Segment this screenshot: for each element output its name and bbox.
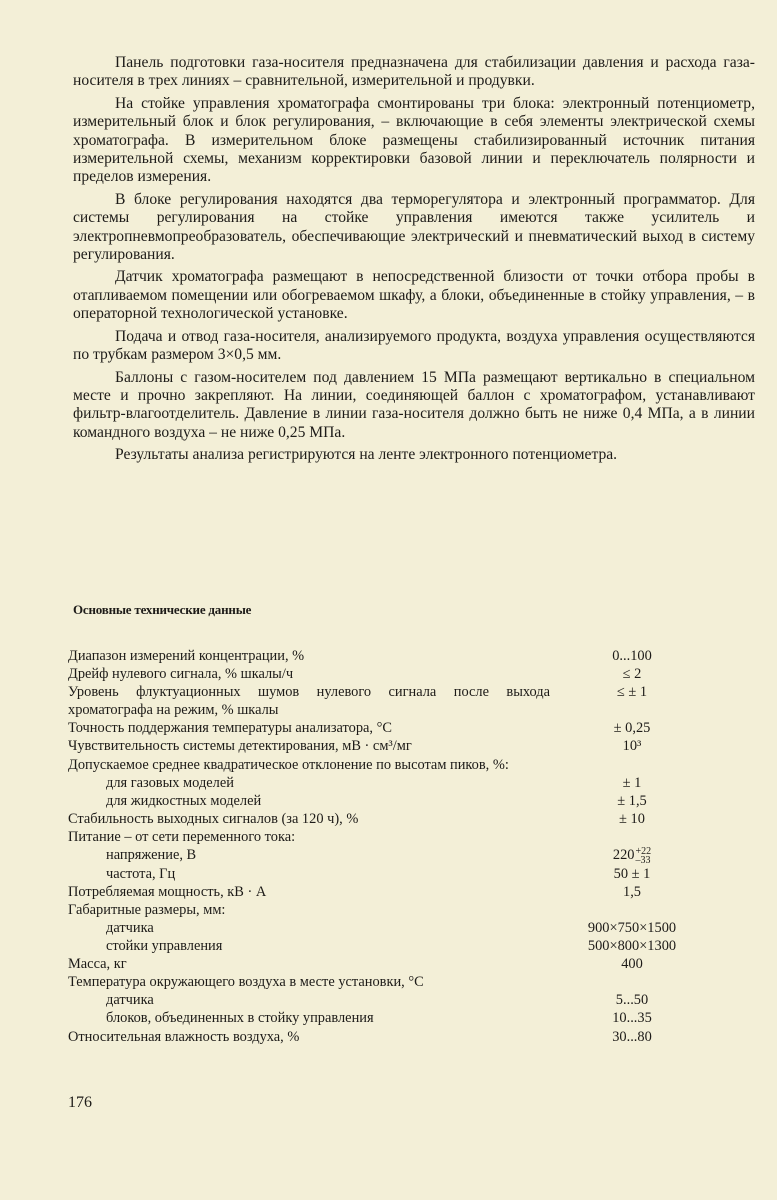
spec-label: для газовых моделей	[106, 774, 234, 791]
spec-value: ≤ ± 1	[616, 684, 648, 701]
voltage-nominal: 220	[612, 847, 635, 864]
spec-label: Дрейф нулевого сигнала, % шкалы/ч	[68, 666, 294, 683]
paragraph: Баллоны с газом-носителем под давлением 15 МПа размещают вертикально в специальном месте и прочно закрепляют. На линии, соединяющей баллон с хроматографом, устанавливают фильтр-влагоотделитель. Давление в линии газа-носителя должно быть не ниже 0,4 МПа, а в линии командного воздуха – не ниже 0,25 МПа.	[73, 368, 755, 441]
spec-label: датчика	[106, 920, 154, 936]
spec-label: Диапазон измерений концентрации, %	[68, 648, 305, 664]
spec-row	[68, 810, 708, 828]
paragraph: Результаты анализа регистрируются на ленте электронного потенциометра.	[115, 446, 618, 464]
spec-row	[68, 683, 708, 719]
spec-value	[550, 846, 708, 865]
spec-row	[68, 901, 708, 919]
paragraph: На стойке управления хроматографа смонтированы три блока: электронный потенциометр, измерительный блок и блок регулирования, – включающие в себя элементы электрической схемы хроматографа. В измерительном блоке размещены стабилизированный источник питания измерительной схемы, механизм корректировки базовой линии и переключатель полярности и пределов измерения.	[73, 94, 755, 186]
spec-row	[68, 792, 708, 810]
spec-value: 30...80	[612, 1028, 652, 1045]
spec-row	[68, 1028, 708, 1046]
spec-label: блоков, объединенных в стойку управления	[106, 1010, 374, 1027]
spec-row	[68, 846, 708, 865]
spec-label: Уровень флуктуационных шумов нулевого сигнала после выхода хроматографа на режим, % шкалы	[68, 684, 550, 719]
spec-row	[68, 883, 708, 901]
spec-row	[68, 973, 708, 991]
spec-value: 400	[621, 956, 643, 973]
spec-row	[68, 865, 708, 883]
spec-label: стойки управления	[106, 938, 223, 955]
spec-label: для жидкостных моделей	[106, 792, 262, 809]
body-text	[73, 54, 755, 469]
spec-value: 0...100	[612, 648, 652, 664]
spec-row	[68, 719, 708, 737]
spec-label: Масса, кг	[68, 956, 127, 973]
spec-label: напряжение, В	[106, 847, 197, 864]
voltage-tolerance	[635, 847, 651, 865]
paragraph: В блоке регулирования находятся два терморегулятора и электронный программатор. Для системы регулирования на стойке управления имеются также усилитель и электропневмопреобразователь, обеспечивающие электрический и пневматический выход в систему регулирования.	[73, 190, 755, 264]
spec-label: датчика	[106, 992, 154, 1009]
spec-value: 900×750×1500	[587, 920, 677, 936]
spec-row	[68, 647, 708, 665]
spec-label: Стабильность выходных сигналов (за 120 ч), %	[68, 810, 359, 827]
spec-value: 5...50	[615, 992, 649, 1009]
specs-table	[68, 647, 708, 1046]
paragraph: Подача и отвод газа-носителя, анализируемого продукта, воздуха управления осуществляются по трубкам размером 3×0,5 мм.	[73, 327, 755, 364]
spec-value: ± 10	[619, 810, 645, 827]
spec-label: частота, Гц	[106, 865, 176, 882]
spec-value: ≤ 2	[622, 666, 642, 683]
spec-row	[68, 774, 708, 792]
spec-value: ± 1,5	[617, 792, 647, 809]
specs-heading: Основные технические данные	[73, 602, 252, 617]
voltage-plus: +22	[635, 845, 652, 857]
spec-label: Габаритные размеры, мм:	[68, 901, 226, 918]
spec-label: Допускаемое среднее квадратическое отклонение по высотам пиков, %:	[68, 756, 509, 773]
spec-value: ± 0,25	[613, 720, 651, 737]
spec-value: 10³	[622, 738, 642, 755]
spec-row	[68, 828, 708, 846]
spec-label: Температура окружающего воздуха в месте установки, °С	[68, 974, 424, 991]
spec-row	[68, 955, 708, 973]
spec-label: Чувствительность системы детектирования, мВ · см³/мг	[68, 738, 412, 755]
spec-value: ± 1	[622, 774, 642, 791]
spec-label: Потребляемая мощность, кВ · А	[68, 883, 267, 900]
spec-row	[68, 737, 708, 755]
spec-label: Точность поддержания температуры анализатора, °С	[68, 720, 392, 737]
paragraph: Панель подготовки газа-носителя предназначена для стабилизации давления и расхода газа-носителя в трех линиях – сравнительной, измерительной и продувки.	[73, 54, 755, 90]
spec-row	[68, 756, 708, 774]
spec-row	[68, 919, 708, 937]
spec-label: Относительная влажность воздуха, %	[68, 1028, 300, 1045]
spec-value: 1,5	[623, 883, 641, 900]
spec-row	[68, 937, 708, 955]
spec-value: 500×800×1300	[587, 938, 677, 955]
spec-row	[68, 665, 708, 683]
spec-value: 50 ± 1	[613, 865, 651, 882]
spec-label: Питание – от сети переменного тока:	[68, 828, 296, 845]
page-number: 176	[68, 1094, 92, 1111]
paragraph: Датчик хроматографа размещают в непосредственной близости от точки отбора пробы в отапливаемом помещении или обогреваемом шкафу, а блоки, объединенные в стойку управления, – в операторной технологической установке.	[73, 268, 755, 323]
spec-row	[68, 1009, 708, 1027]
spec-value: 10...35	[612, 1010, 652, 1027]
voltage-minus: –33	[635, 854, 651, 866]
spec-row	[68, 991, 708, 1009]
